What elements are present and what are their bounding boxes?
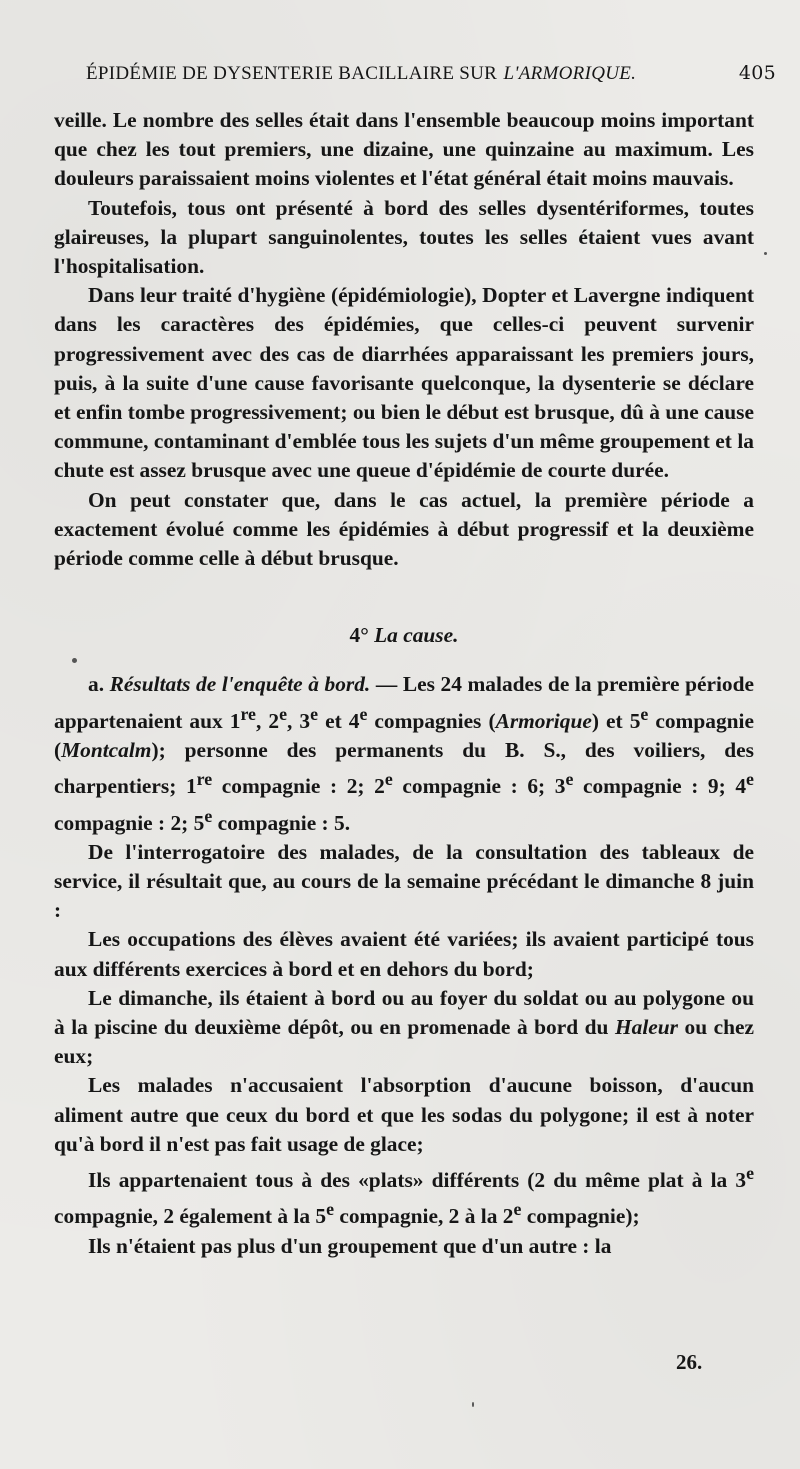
paper-speck bbox=[764, 252, 767, 255]
ship-name: Haleur bbox=[614, 1015, 678, 1040]
ship-name: Armorique bbox=[495, 708, 592, 733]
superscript: e bbox=[204, 805, 213, 826]
signature-mark: 26. bbox=[676, 1350, 703, 1374]
paragraph-1: veille. Le nombre des selles était dans l'ensemble beaucoup moins important que chez les tout premiers, une dizaine, une quinzaine au maximum. Les douleurs paraissaient moins violentes et l'état général était moins mauvais. bbox=[54, 108, 754, 191]
body-text bbox=[54, 106, 754, 1261]
section-number: 4° bbox=[349, 623, 369, 648]
ship-name: Montcalm bbox=[61, 737, 152, 762]
superscript: e bbox=[513, 1199, 522, 1220]
text-run: compagnie : 5. bbox=[212, 810, 351, 835]
text-run: compagnies ( bbox=[367, 708, 496, 733]
superscript: e bbox=[640, 703, 649, 724]
text-run: et 4 bbox=[318, 708, 360, 733]
paper-speck bbox=[472, 1402, 474, 1407]
paragraph-7 bbox=[54, 984, 754, 1072]
text-run: compagnie : 6; 3 bbox=[392, 774, 566, 799]
paragraph-4: On peut constater que, dans le cas actuel, la première période a exactement évolué comme les épidémies à début progressif et la deuxième période comme celle à début brusque. bbox=[54, 487, 754, 571]
text-run: ) et 5 bbox=[591, 708, 641, 733]
text-run: , 2 bbox=[255, 708, 280, 733]
superscript: e bbox=[746, 1163, 754, 1184]
superscript: e bbox=[565, 769, 574, 790]
text-run: compagnie, 2 à la 2 bbox=[334, 1204, 514, 1229]
paragraph-8: Les malades n'accusaient l'absorption d'aucune boisson, d'aucun aliment autre que ceux du bord et que les sodas du polygone; il est à noter qu'à bord il n'est pas fait usage de glace; bbox=[54, 1073, 754, 1156]
superscript: re bbox=[196, 769, 213, 790]
subsection-a bbox=[54, 670, 754, 837]
header-title: ÉPIDÉMIE DE DYSENTERIE BACILLAIRE SUR bbox=[86, 63, 498, 84]
paragraph-9 bbox=[54, 1159, 754, 1232]
section-heading bbox=[54, 621, 754, 650]
text-run: compagnie ( bbox=[54, 708, 754, 762]
superscript: e bbox=[359, 703, 368, 724]
superscript: e bbox=[326, 1199, 335, 1220]
text-run: compagnie : 2; 5 bbox=[54, 810, 205, 835]
text-run: Le dimanche, ils étaient à bord ou au foyer du soldat ou au polygone ou à la piscine du deuxième dépôt, ou en promenade à bord du bbox=[54, 985, 754, 1040]
superscript: e bbox=[279, 703, 287, 724]
paragraph-3: Dans leur traité d'hygiène (épidémiologie), Dopter et Lavergne indiquent dans les caractères des épidémies, que celles-ci peuvent survenir progressivement avec des cas de diarrhées apparaissant les premiers jours, puis, à la suite d'une cause favorisante quelconque, la dysenterie se déclare et enfin tombe progressivement; ou bien le début est brusque, dû à une cause commune, contaminant d'emblée tous les sujets d'un même groupement et la chute est assez brusque avec une queue d'épidémie de courte durée. bbox=[54, 283, 754, 483]
header-ship-name: L'ARMORIQUE. bbox=[503, 63, 637, 84]
paragraph-2: Toutefois, tous ont présenté à bord des selles dysentériformes, toutes glaireuses, la plupart sanguinolentes, toutes les selles étaient vues avant l'hospitalisation. bbox=[54, 195, 754, 279]
running-header bbox=[86, 62, 776, 85]
paragraph-10: Ils n'étaient pas plus d'un groupement que d'un autre : la bbox=[88, 1233, 612, 1258]
text-run: , 3 bbox=[286, 708, 311, 733]
superscript: e bbox=[310, 703, 319, 724]
text-run: compagnie, 2 également à la 5 bbox=[54, 1204, 327, 1229]
paragraph-6: Les occupations des élèves avaient été variées; ils avaient participé tous aux différents exercices à bord et en dehors du bord; bbox=[54, 927, 754, 981]
text-run: — Les 24 malades de la première période appartenaient aux 1 bbox=[54, 672, 754, 733]
text-run: ou chez eux; bbox=[54, 1015, 754, 1069]
subsection-title: Résultats de l'enquête à bord. bbox=[109, 672, 371, 697]
section-title: La cause. bbox=[374, 623, 459, 648]
superscript: re bbox=[240, 703, 256, 724]
paper-speck bbox=[72, 658, 77, 663]
paragraph-5: De l'interrogatoire des malades, de la consultation des tableaux de service, il résultait que, au cours de la semaine précédant le dimanche 8 juin : bbox=[54, 839, 754, 923]
text-run: ); personne des permanents du B. S., des voiliers, des charpentiers; 1 bbox=[54, 737, 754, 799]
subsection-label: a. bbox=[88, 672, 105, 697]
page-number: 405 bbox=[738, 62, 776, 84]
superscript: e bbox=[746, 769, 754, 790]
superscript: e bbox=[384, 769, 393, 790]
text-run: compagnie : 2; 2 bbox=[212, 774, 385, 799]
text-run: compagnie : 9; 4 bbox=[573, 774, 747, 799]
text-run: compagnie); bbox=[521, 1204, 640, 1229]
text-run: Ils appartenaient tous à des «plats» différents (2 du même plat à la 3 bbox=[88, 1168, 747, 1193]
